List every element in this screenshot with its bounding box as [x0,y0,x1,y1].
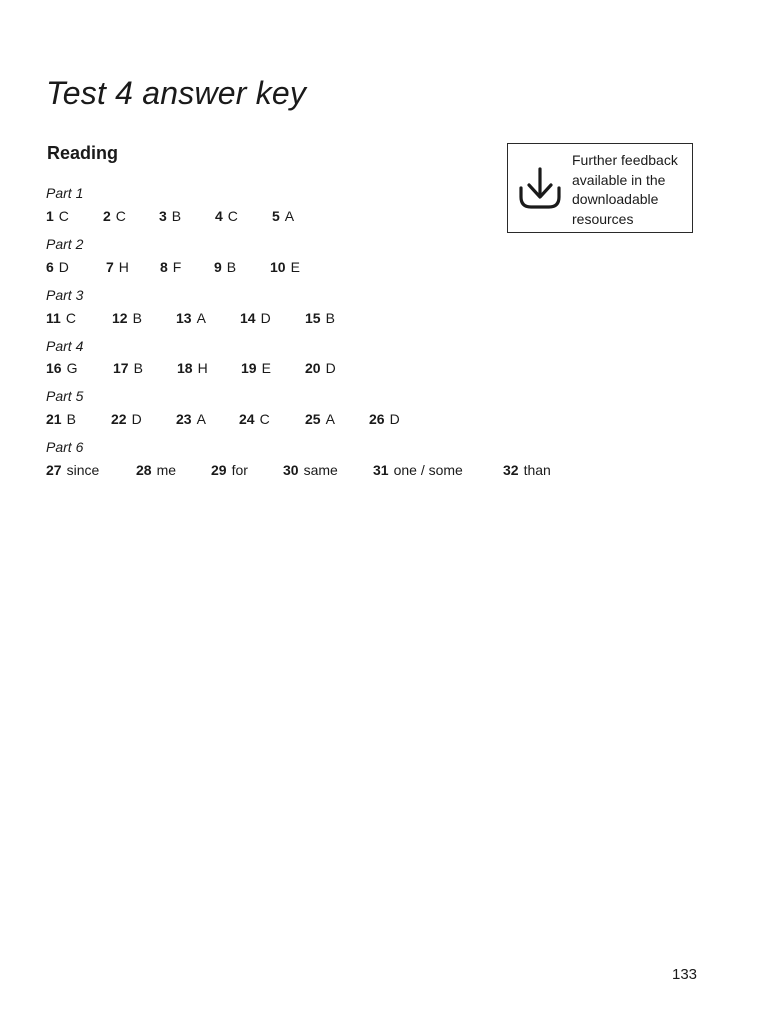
answer-value: B [325,310,335,326]
answer-row [46,257,686,277]
answer-item [160,257,181,277]
answer-row [46,358,686,378]
question-number: 14 [240,310,256,326]
answer-item [305,409,335,429]
question-number: 21 [46,411,62,427]
question-number: 3 [159,208,167,224]
question-number: 17 [113,360,129,376]
question-number: 32 [503,462,519,478]
answer-item [106,257,129,277]
answer-value: B [66,411,76,427]
answer-item [176,409,206,429]
answer-value: B [171,208,182,224]
answer-item [283,460,338,480]
feedback-line: available in the [572,171,666,188]
answer-item [369,409,400,429]
question-number: 12 [112,310,128,326]
answer-value: C [227,208,238,224]
question-number: 30 [283,462,299,478]
answer-value: A [284,208,295,224]
answer-item [305,358,336,378]
answer-value: B [133,360,143,376]
question-number: 27 [46,462,62,478]
answer-item [159,206,181,226]
page-title: Test 4 answer key [46,75,307,111]
answer-value: for [231,462,248,478]
answer-row [46,308,686,328]
answer-item [46,358,77,378]
answer-item [373,460,463,480]
question-number: 13 [176,310,192,326]
question-number: 31 [373,462,389,478]
answer-value: C [115,208,126,224]
answer-value: D [260,310,271,326]
answer-item [211,460,248,480]
answer-value: D [389,411,400,427]
part-label: Part 4 [46,338,84,354]
question-number: 7 [106,259,114,275]
question-number: 16 [46,360,62,376]
part-label: Part 5 [46,388,84,404]
section-heading: Reading [47,143,119,163]
answer-value: one / some [393,462,463,478]
answer-item [176,308,206,328]
answer-item [103,206,126,226]
answer-value: than [523,462,551,478]
answer-item [46,460,99,480]
answer-item [46,308,76,328]
answer-item [113,358,143,378]
answer-item [305,308,335,328]
answer-value: G [66,360,78,376]
question-number: 4 [215,208,223,224]
answer-value: C [58,208,69,224]
answer-item [46,409,76,429]
answer-value: A [196,310,206,326]
answer-item [46,206,69,226]
answer-value: B [226,259,237,275]
question-number: 6 [46,259,54,275]
answer-item [272,206,294,226]
answer-value: since [66,462,100,478]
question-number: 24 [239,411,255,427]
answer-value: C [65,310,76,326]
question-number: 1 [46,208,54,224]
question-number: 5 [272,208,280,224]
part-label: Part 2 [46,236,84,252]
question-number: 10 [270,259,286,275]
answer-item [136,460,176,480]
answer-value: C [259,411,270,427]
answer-value: F [172,259,182,275]
answer-value: D [58,259,69,275]
answer-item [111,409,142,429]
question-number: 29 [211,462,227,478]
answer-item [503,460,551,480]
answer-value: H [118,259,129,275]
question-number: 18 [177,360,193,376]
answer-value: E [261,360,271,376]
answer-value: same [303,462,338,478]
answer-item [112,308,142,328]
answer-item [214,257,236,277]
question-number: 9 [214,259,222,275]
answer-row [46,460,686,480]
question-number: 20 [305,360,321,376]
answer-value: D [131,411,142,427]
question-number: 19 [241,360,257,376]
answer-row [46,409,686,429]
question-number: 2 [103,208,111,224]
answer-value: B [132,310,142,326]
feedback-line: Further feedback [572,152,678,168]
question-number: 25 [305,411,321,427]
answer-value: A [325,411,335,427]
answer-item [270,257,300,277]
answer-item [46,257,69,277]
question-number: 11 [46,310,61,326]
part-label: Part 3 [46,287,84,303]
answer-value: H [197,360,208,376]
question-number: 26 [369,411,385,427]
part-label: Part 6 [46,439,84,455]
answer-item [239,409,270,429]
question-number: 23 [176,411,192,427]
answer-value: E [290,259,300,275]
question-number: 8 [160,259,168,275]
question-number: 22 [111,411,127,427]
question-number: 28 [136,462,152,478]
feedback-line: resources [572,210,634,227]
question-number: 15 [305,310,321,326]
feedback-line: downloadable [572,191,659,207]
answer-value: A [196,411,206,427]
answer-item [240,308,271,328]
answer-item [215,206,238,226]
part-label: Part 1 [46,185,84,201]
answer-value: D [325,360,336,376]
answer-item [241,358,271,378]
answer-row [46,206,686,226]
page-number: 133 [672,966,698,983]
answer-item [177,358,208,378]
answer-value: me [156,462,177,478]
